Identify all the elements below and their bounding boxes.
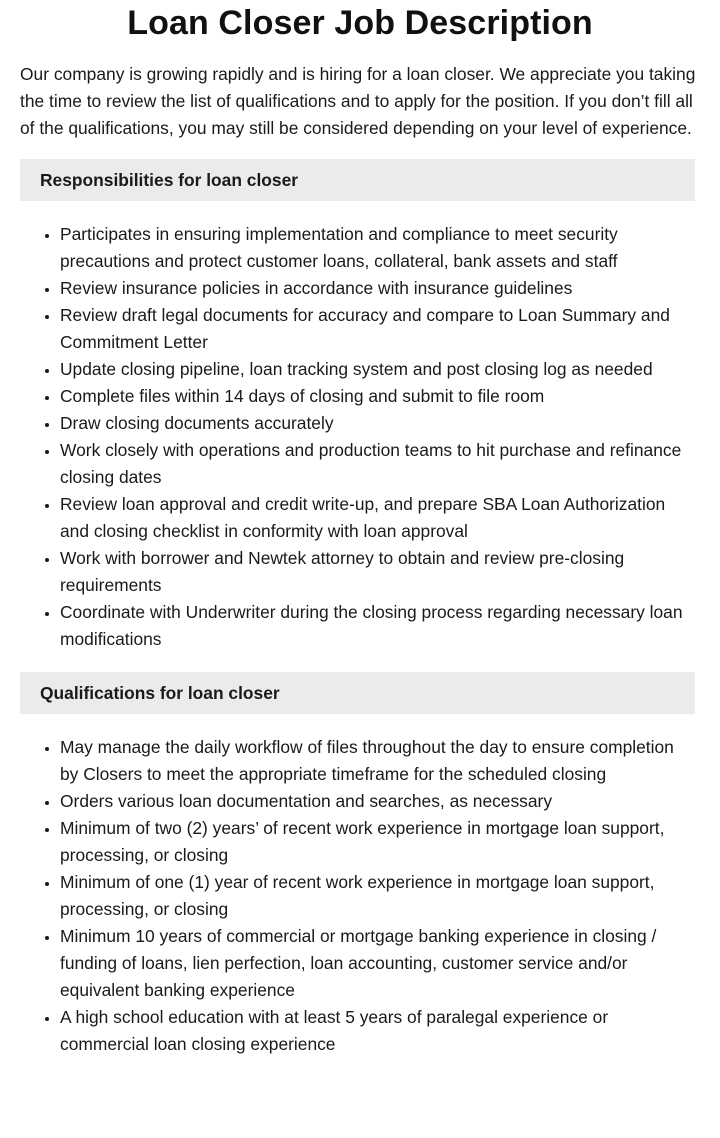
responsibilities-heading: Responsibilities for loan closer [20, 159, 695, 201]
responsibility-item: • Coordinate with Underwriter during the closing process regarding necessary loan modifications [60, 599, 695, 653]
qualifications-heading: Qualifications for loan closer [20, 672, 695, 714]
responsibility-item: • Update closing pipeline, loan tracking system and post closing log as needed [60, 356, 695, 383]
responsibility-item: • Work with borrower and Newtek attorney to obtain and review pre-closing requirements [60, 545, 695, 599]
responsibility-item: • Review loan approval and credit write-up, and prepare SBA Loan Authorization and closing checklist in conformity with loan approval [60, 491, 695, 545]
intro-paragraph: Our company is growing rapidly and is hiring for a loan closer. We appreciate you taking the time to review the list of qualifications and to apply for the position. If you don’t fill all of the qualifications, you may still be considered depending on your level of experience. [20, 64, 696, 138]
responsibility-item: • Draw closing documents accurately [60, 410, 695, 437]
qualification-item: • Minimum of two (2) years’ of recent work experience in mortgage loan support, processing, or closing [60, 815, 695, 869]
responsibility-item: • Review draft legal documents for accuracy and compare to Loan Summary and Commitment Letter [60, 302, 695, 356]
qualification-item: • Orders various loan documentation and searches, as necessary [60, 788, 695, 815]
qualification-item: • Minimum 10 years of commercial or mortgage banking experience in closing / funding of loans, lien perfection, loan accounting, customer service and/or equivalent banking experience [60, 923, 695, 1004]
responsibility-item: • Complete files within 14 days of closing and submit to file room [60, 383, 695, 410]
responsibility-item: • Participates in ensuring implementation and compliance to meet security precautions and protect customer loans, collateral, bank assets and staff [60, 221, 695, 275]
qualification-item: • A high school education with at least 5 years of paralegal experience or commercial loan closing experience [60, 1004, 695, 1058]
qualification-item: • Minimum of one (1) year of recent work experience in mortgage loan support, processing, or closing [60, 869, 695, 923]
qualifications-list [20, 734, 695, 1058]
responsibilities-list [20, 221, 695, 653]
responsibility-item: • Work closely with operations and production teams to hit purchase and refinance closing dates [60, 437, 695, 491]
page-title: Loan Closer Job Description [127, 4, 593, 42]
qualification-item: • May manage the daily workflow of files throughout the day to ensure completion by Closers to meet the appropriate timeframe for the scheduled closing [60, 734, 695, 788]
responsibility-item: • Review insurance policies in accordance with insurance guidelines [60, 275, 695, 302]
